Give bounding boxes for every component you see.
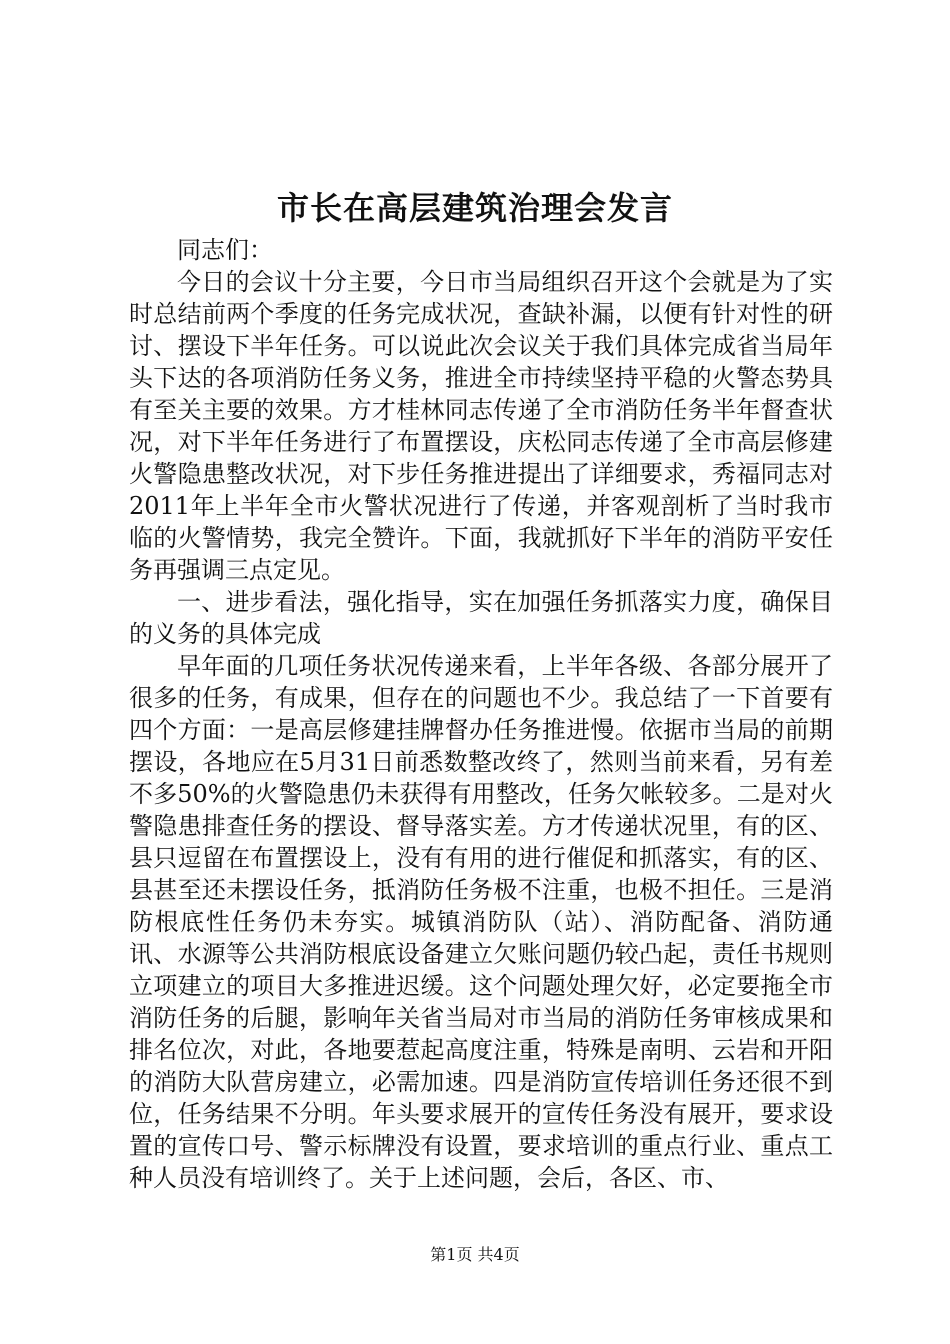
document-body [129,234,833,1194]
section-heading-1: 一、进步看法，强化指导，实在加强任务抓落实力度，确保目的义务的具体完成 [129,588,833,648]
salutation-paragraph: 同志们： [177,236,273,264]
document-title: 市长在高层建筑治理会发言 [276,189,673,227]
body-paragraph-1: 今日的会议十分主要，今日市当局组织召开这个会就是为了实时总结前两个季度的任务完成状况，查缺补漏，以便有针对性的研讨、摆设下半年任务。可以说此次会议关于我们具体完成省当局年头下达的各项消防任务义务，推进全市持续坚持平稳的火警态势具有至关主要的效果。方才桂林同志传递了全市消防任务半年督查状况，对下半年任务进行了布置摆设，庆松同志传递了全市高层修建火警隐患整改状况，对下步任务推进提出了详细要求，秀福同志对2011年上半年全市火警状况进行了传递，并客观剖析了当时我市临的火警情势，我完全赞许。下面，我就抓好下半年的消防平安任务再强调三点定见。 [129,268,833,584]
page-footer: 第1页 共4页 [430,1245,520,1264]
body-paragraph-2: 早年面的几项任务状况传递来看，上半年各级、各部分展开了很多的任务，有成果，但存在的问题也不少。我总结了一下首要有四个方面：一是高层修建挂牌督办任务推进慢。依据市当局的前期摆设，各地应在5月31日前悉数整改终了，然则当前来看，另有差不多50%的火警隐患仍未获得有用整改，任务欠帐较多。二是对火警隐患排查任务的摆设、督导落实差。方才传递状况里，有的区、县只逗留在布置摆设上，没有有用的进行催促和抓落实，有的区、县甚至还未摆设任务，抵消防任务极不注重，也极不担任。三是消防根底性任务仍未夯实。城镇消防队（站）、消防配备、消防通讯、水源等公共消防根底设备建立欠账问题仍较凸起，责任书规则立项建立的项目大多推进迟缓。这个问题处理欠好，必定要拖全市消防任务的后腿，影响年关省当局对市当局的消防任务审核成果和排名位次，对此，各地要惹起高度注重，特殊是南明、云岩和开阳的消防大队营房建立，必需加速。四是消防宣传培训任务还很不到位，任务结果不分明。年头要求展开的宣传任务没有展开，要求设置的宣传口号、警示标牌没有设置，要求培训的重点行业、重点工种人员没有培训终了。关于上述问题，会后，各区、市、 [129,652,833,1192]
